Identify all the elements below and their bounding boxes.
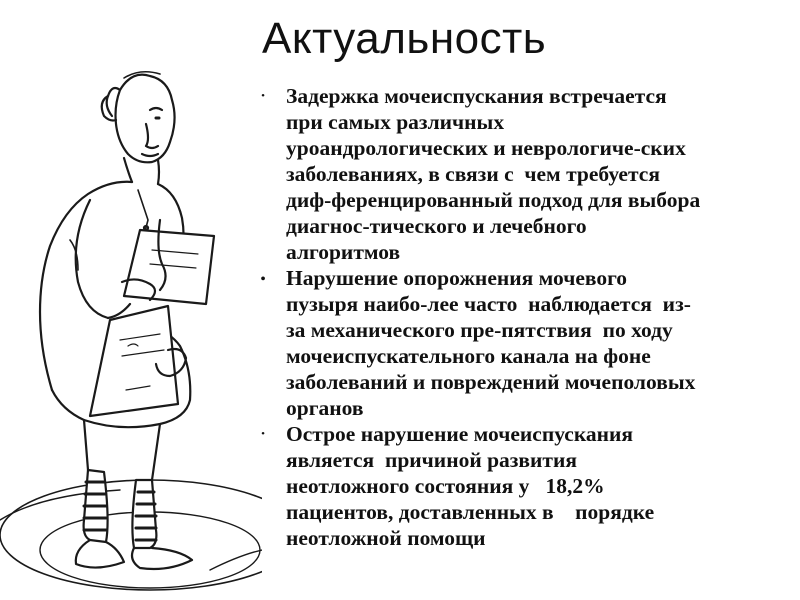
- bullet-line: алгоритмов: [286, 240, 401, 264]
- bullet-marker: •: [261, 428, 265, 440]
- bullet-line: заболеваниях, в связи с чем требуется: [286, 162, 660, 186]
- bullet-line: при самых различных: [286, 110, 505, 134]
- bullet-line: неотложной помощи: [286, 526, 486, 550]
- bullet-line: Нарушение опорожнения мочевого: [286, 266, 628, 290]
- bullet-item: [256, 83, 796, 265]
- bullet-line: мочеиспускательного канала на фоне: [286, 344, 651, 368]
- bullet-line: Задержка мочеиспускания встречается: [286, 84, 667, 108]
- bullet-line: является причиной развития: [286, 448, 578, 472]
- bullet-line: Острое нарушение мочеиспускания: [286, 422, 634, 446]
- bullet-marker: •: [260, 271, 266, 288]
- bullet-line: за механического пре-пятствия по ходу: [286, 318, 673, 342]
- bullet-line: пациентов, доставленных в порядке: [286, 500, 655, 524]
- bullet-line: диф-ференцированный подход для выбора: [286, 188, 701, 212]
- bullet-item: [256, 421, 796, 551]
- bullet-line: уроандрологических и неврологиче-ских: [286, 136, 686, 160]
- slide-title: Актуальность: [262, 14, 547, 63]
- bullet-item: [256, 265, 796, 421]
- bullet-marker: •: [261, 90, 265, 102]
- bullet-line: заболеваний и повреждений мочеполовых: [286, 370, 696, 394]
- man-reading-papers-illustration: [0, 50, 262, 600]
- bullet-line: диагнос-тического и лечебного: [286, 214, 587, 238]
- bullet-line: пузыря наибо-лее часто наблюдается из-: [286, 292, 691, 316]
- bullet-line: неотложного состояния у 18,2%: [286, 474, 605, 498]
- bullet-list: [256, 83, 796, 551]
- bullet-line: органов: [286, 396, 364, 420]
